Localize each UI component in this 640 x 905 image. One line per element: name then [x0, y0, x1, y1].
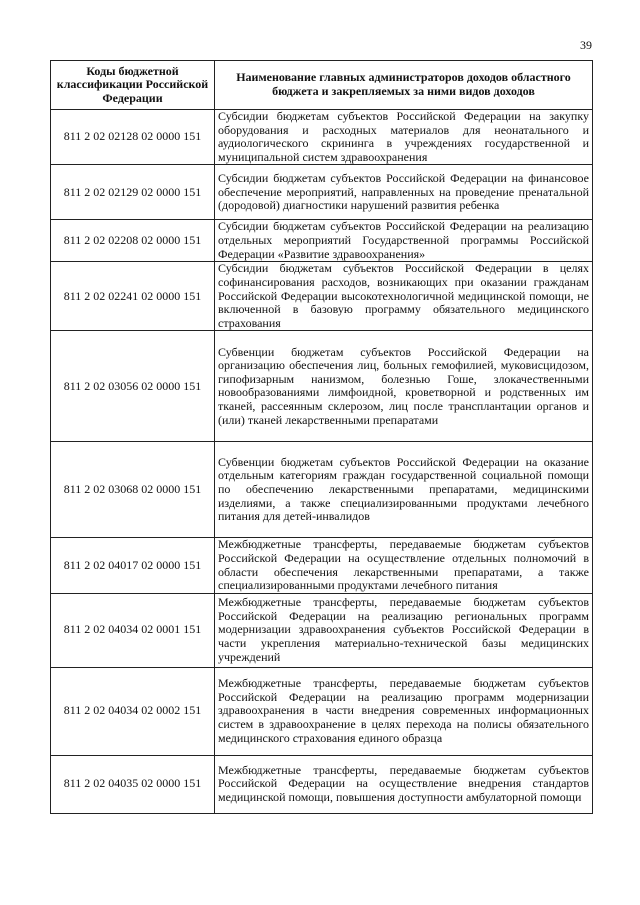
- budget-code: 811 2 02 04034 02 0002 151: [51, 667, 215, 755]
- table-row: [51, 110, 593, 165]
- revenue-description: Субсидии бюджетам субъектов Российской Федерации на финансовое обеспечение мероприятий, направленных на проведение пренатальной (дородовой) диагностики нарушений развития ребенка: [215, 165, 593, 220]
- budget-code: 811 2 02 02241 02 0000 151: [51, 262, 215, 331]
- header-administrators: Наименование главных администраторов доходов областного бюджета и закрепляемых за ними видов доходов: [215, 61, 593, 110]
- budget-code: 811 2 02 04035 02 0000 151: [51, 755, 215, 813]
- revenue-description: Межбюджетные трансферты, передаваемые бюджетам субъектов Российской Федерации на реализацию программ модернизации здравоохранения в части внедрения современных информационных систем в здравоохранение в целях перехода на полисы обязательного медицинского страхования единого образца: [215, 667, 593, 755]
- table-row: [51, 262, 593, 331]
- budget-code: 811 2 02 03056 02 0000 151: [51, 331, 215, 442]
- revenue-description: Субвенции бюджетам субъектов Российской Федерации на организацию обеспечения лиц, больных гемофилией, муковисцидозом, гипофизарным нанизмом, болезнью Гоше, злокачественными новообразованиями лимфоидной, кроветворной и родственных им тканей, рассеянным склерозом, лиц после трансплантации органов и (или) тканей лекарственными препаратами: [215, 331, 593, 442]
- table-row: [51, 442, 593, 538]
- budget-code: 811 2 02 03068 02 0000 151: [51, 442, 215, 538]
- budget-code: 811 2 02 02129 02 0000 151: [51, 165, 215, 220]
- revenue-description: Субсидии бюджетам субъектов Российской Федерации в целях софинансирования расходов, возникающих при оказании гражданам Российской Федерации высокотехнологичной медицинской помощи, не включенной в базовую программу обязательного медицинского страхования: [215, 262, 593, 331]
- table-row: [51, 165, 593, 220]
- table-row: [51, 331, 593, 442]
- revenue-description: Субсидии бюджетам субъектов Российской Федерации на закупку оборудования и расходных материалов для неонатального и аудиологического скрининга в учреждениях государственной и муниципальной систем здравоохранения: [215, 110, 593, 165]
- revenue-description: Межбюджетные трансферты, передаваемые бюджетам субъектов Российской Федерации на реализацию региональных программ модернизации здравоохранения субъектов Российской Федерации в части укрепления материально-технической базы медицинских учреждений: [215, 593, 593, 667]
- table-row: [51, 593, 593, 667]
- revenue-description: Межбюджетные трансферты, передаваемые бюджетам субъектов Российской Федерации на осуществление внедрения стандартов медицинской помощи, повышения доступности амбулаторной помощи: [215, 755, 593, 813]
- budget-code: 811 2 02 02128 02 0000 151: [51, 110, 215, 165]
- table-row: [51, 220, 593, 262]
- revenue-description: Субсидии бюджетам субъектов Российской Федерации на реализацию отдельных мероприятий Государственной программы Российской Федерации «Развитие здравоохранения»: [215, 220, 593, 262]
- revenue-description: Межбюджетные трансферты, передаваемые бюджетам субъектов Российской Федерации на осуществление отдельных полномочий в области обеспечения лекарственными препаратами, а также специализированными продуктами лечебного питания: [215, 538, 593, 593]
- budget-code: 811 2 02 04017 02 0000 151: [51, 538, 215, 593]
- table-row: [51, 538, 593, 593]
- budget-code: 811 2 02 04034 02 0001 151: [51, 593, 215, 667]
- table-row: [51, 667, 593, 755]
- budget-codes-table: [50, 60, 593, 814]
- table-header-row: [51, 61, 593, 110]
- header-budget-codes: Коды бюджетной классификации Российской Федерации: [51, 61, 215, 110]
- table-row: [51, 755, 593, 813]
- revenue-description: Субвенции бюджетам субъектов Российской Федерации на оказание отдельным категориям граждан государственной социальной помощи по обеспечению лекарственными препаратами, медицинскими изделиями, а также специализированными продуктами лечебного питания для детей-инвалидов: [215, 442, 593, 538]
- budget-code: 811 2 02 02208 02 0000 151: [51, 220, 215, 262]
- page-number: 39: [580, 38, 592, 52]
